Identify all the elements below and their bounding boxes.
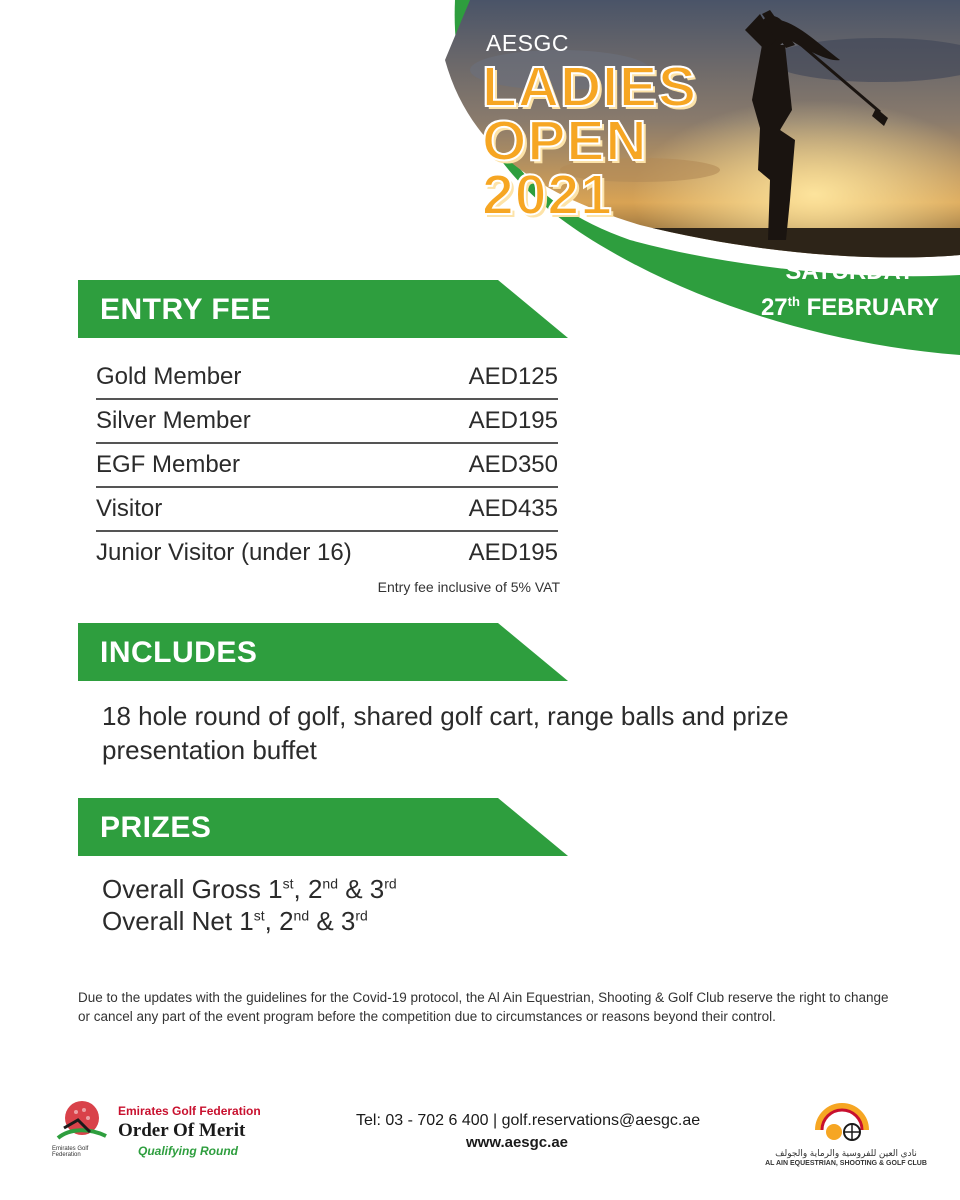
prize-sup: rd	[384, 875, 397, 892]
club-name: AL AIN EQUESTRIAN, SHOOTING & GOLF CLUB	[765, 1160, 927, 1167]
event-date	[730, 257, 960, 323]
fee-price: AED125	[468, 363, 558, 390]
fee-label: EGF Member	[96, 451, 241, 478]
prize-line	[102, 874, 397, 905]
club-logo	[812, 1094, 872, 1150]
fee-label: Visitor	[96, 495, 163, 522]
org-name: AESGC	[486, 30, 570, 56]
entry-fee-banner	[78, 280, 568, 338]
fee-label: Gold Member	[96, 363, 242, 390]
vat-note: Entry fee inclusive of 5% VAT	[377, 579, 560, 595]
title-line-3: 2021	[482, 163, 613, 227]
fee-label: Silver Member	[96, 407, 251, 434]
fee-table	[96, 356, 558, 574]
prize-text: & 3	[309, 906, 356, 936]
prize-text: , 2	[293, 874, 323, 904]
disclaimer: Due to the updates with the guidelines for the Covid-19 protocol, the Al Ain Equestrian, Shooting & Golf Club reserve the right to change or cancel any part of the event program before the competition due to circumstances or reasons beyond their control.	[78, 990, 889, 1024]
date-month: FEBRUARY	[806, 294, 940, 321]
fee-row	[96, 444, 558, 488]
egf-qualifying: Qualifying Round	[138, 1144, 238, 1158]
prize-sup: st	[253, 907, 265, 924]
fee-price: AED350	[468, 451, 558, 478]
prize-text: , 2	[264, 906, 294, 936]
fee-price: AED435	[468, 495, 558, 522]
egf-oom: Order Of Merit	[118, 1120, 246, 1141]
fee-row	[96, 356, 558, 400]
prize-text: Overall Net 1	[102, 906, 254, 936]
prize-text: Overall Gross 1	[102, 874, 283, 904]
prize-sup: st	[282, 875, 294, 892]
fee-row	[96, 532, 558, 574]
title-line-1: LADIES	[482, 55, 698, 119]
egf-small-text: Emirates Golf Federation	[52, 1146, 89, 1158]
includes-banner	[78, 623, 568, 681]
egf-title: Emirates Golf Federation	[118, 1104, 261, 1118]
prizes-banner	[78, 798, 568, 856]
fee-price: AED195	[468, 539, 558, 566]
website-link[interactable]: www.aesgc.ae	[466, 1134, 568, 1151]
fee-label: Junior Visitor (under 16)	[96, 539, 352, 566]
prize-sup: rd	[355, 907, 368, 924]
includes-heading: INCLUDES	[100, 636, 258, 669]
includes-text: 18 hole round of golf, shared golf cart, range balls and prize presentation buffet	[102, 701, 789, 765]
prize-line	[102, 906, 368, 937]
contact-line: Tel: 03 - 702 6 400 | golf.reservations@aesgc.ae	[356, 1112, 701, 1129]
fee-row	[96, 400, 558, 444]
title-line-2: OPEN	[482, 109, 648, 173]
fee-row	[96, 488, 558, 532]
club-arabic-name: نادي العين للفروسية والرماية والجولف	[775, 1148, 917, 1158]
date-suffix: th	[787, 294, 800, 309]
fee-price: AED195	[468, 407, 558, 434]
prize-text: & 3	[338, 874, 385, 904]
date-day: SATURDAY	[785, 258, 915, 285]
date-line	[730, 287, 960, 323]
prize-sup: nd	[322, 875, 338, 892]
prize-sup: nd	[293, 907, 310, 924]
date-num: 27	[760, 294, 788, 321]
prizes-heading: PRIZES	[100, 811, 212, 844]
entry-fee-heading: ENTRY FEE	[100, 293, 272, 326]
